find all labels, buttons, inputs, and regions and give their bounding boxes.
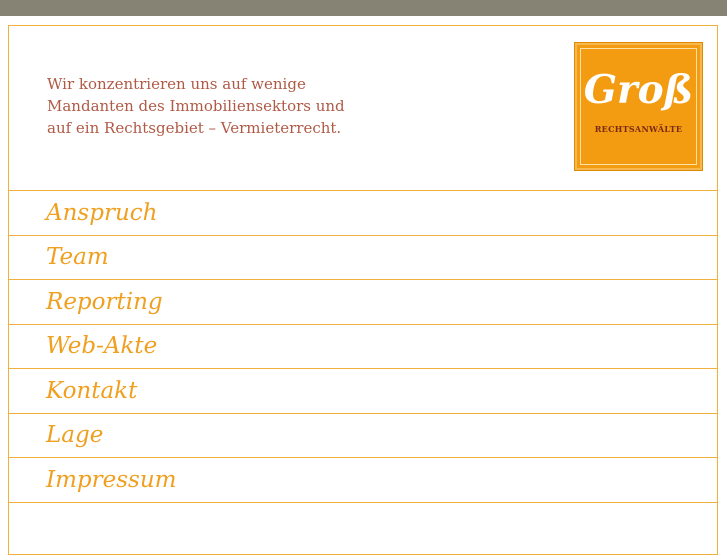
logo-wordmark: Groß: [583, 67, 694, 113]
intro-line-3: auf ein Rechtsgebiet – Vermieterrecht.: [47, 119, 342, 137]
logo-subtitle: RECHTSANWÄLTE: [594, 124, 683, 134]
header: [9, 26, 717, 191]
top-bar: [0, 0, 727, 16]
nav-item-label: Team: [46, 244, 109, 271]
nav-item-anspruch[interactable]: [9, 191, 717, 236]
nav-item-label: Reporting: [46, 288, 163, 315]
nav-item-web-akte[interactable]: [9, 325, 717, 370]
page-frame: [8, 25, 718, 555]
nav-item-impressum[interactable]: [9, 458, 717, 503]
nav-item-reporting[interactable]: [9, 280, 717, 325]
main-nav: [9, 191, 717, 503]
logo[interactable]: [575, 43, 702, 170]
nav-item-label: Kontakt: [46, 377, 138, 404]
intro-text: [47, 73, 377, 139]
nav-item-team[interactable]: [9, 236, 717, 281]
nav-item-label: Web-Akte: [46, 333, 158, 360]
intro-line-1: Wir konzentrieren uns auf wenige: [47, 75, 306, 93]
nav-item-label: Lage: [46, 422, 104, 449]
nav-item-lage[interactable]: [9, 414, 717, 459]
nav-item-label: Anspruch: [46, 199, 158, 226]
nav-item-label: Impressum: [46, 466, 177, 493]
nav-item-kontakt[interactable]: [9, 369, 717, 414]
intro-line-2: Mandanten des Immobiliensektors und: [47, 97, 345, 115]
